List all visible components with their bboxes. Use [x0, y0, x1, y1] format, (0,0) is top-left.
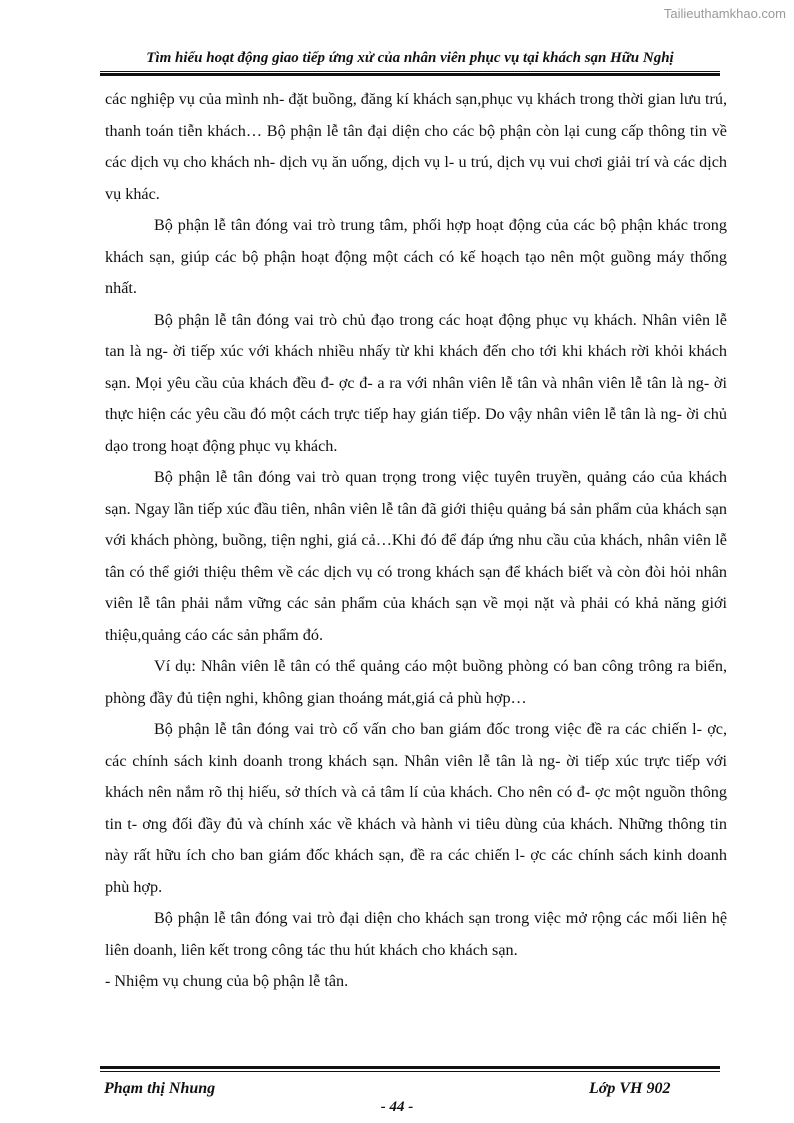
- paragraph: Bộ phận lễ tân đóng vai trò quan trọng trong việc tuyên truyền, quảng cáo của khách sạn. Ngay lần tiếp xúc đầu tiên, nhân viên lễ tân đã giới thiệu quảng bá sản phẩm của khách sạn với khách phòng, buồng, tiện nghi, giá cả…Khi đó để đáp ứng nhu cầu của khách, nhân viên lễ tân có thể giới thiệu thêm về các dịch vụ có trong khách sạn để khách biết và còn đòi hỏi nhân viên lễ tân phải nắm vững các sản phẩm của khách sạn về mọi nặt và phải có khả năng giới thiệu,quảng cáo các sản phẩm đó.: [105, 468, 727, 644]
- paragraph: Bộ phận lễ tân đóng vai trò đại diện cho khách sạn trong việc mở rộng các mối liên hệ liên doanh, liên kết trong công tác thu hút khách cho khách sạn.: [105, 909, 727, 959]
- paragraph: - Nhiệm vụ chung của bộ phận lễ tân.: [105, 972, 349, 990]
- paragraph: các nghiệp vụ của mình nh- đặt buồng, đăng kí khách sạn,phục vụ khách trong thời gian lưu trú, thanh toán tiễn khách… Bộ phận lễ tân đại diện cho các bộ phận còn lại cung cấp thông tin về các dịch vụ cho khách nh- dịch vụ ăn uống, dịch vụ l- u trú, dịch vụ vui chơi giải trí và các dịch vụ khác.: [105, 90, 727, 203]
- header-rule-thin: [100, 71, 720, 72]
- paragraph: Bộ phận lễ tân đóng vai trò chủ đạo trong các hoạt động phục vụ khách. Nhân viên lễ tan là ng- ời tiếp xúc với khách nhiều nhấy từ khi khách đến cho tới khi khách rời khỏi khách sạn. Mọi yêu cầu của khách đều đ- ợc đ- a ra với nhân viên lễ tân và nhân viên lễ tân là ng- ời thực hiện các yêu cầu đó một cách trực tiếp hay gián tiếp. Do vậy nhân viên lễ tân là ng- ời chủ dạo trong hoạt động phục vụ khách.: [105, 310, 727, 455]
- header-rule-thick: [100, 73, 720, 76]
- body-text: [105, 84, 727, 998]
- paragraph: Bộ phận lễ tân đóng vai trò cố vấn cho ban giám đốc trong việc đề ra các chiến l- ợc, các chính sách kinh doanh trong khách sạn. Nhân viên lễ tân là ng- ời tiếp xúc trực tiếp với khách nên nắm rõ thị hiếu, sở thích và cả tâm lí của khách. Cho nên có đ- ợc một nguồn thông tin t- ơng đối đầy đủ và chính xác về khách và hành vi tiêu dùng của khách. Những thông tin này rất hữu ích cho ban giám đốc khách sạn, đề ra các chiến l- ợc các chính sách kinh doanh phù hợp.: [105, 720, 727, 896]
- running-header-title: Tìm hiểu hoạt động giao tiếp ứng xử của nhân viên phục vụ tại khách sạn Hữu Nghị: [146, 50, 674, 66]
- page-number: - 44 -: [380, 1099, 414, 1115]
- footer-author: Phạm thị Nhung: [104, 1080, 216, 1097]
- paragraph: Bộ phận lễ tân đóng vai trò trung tâm, phối hợp hoạt động của các bộ phận khác trong khách sạn, giúp các bộ phận hoạt động một cách có kế hoạch tạo nên một guồng máy thống nhất.: [105, 216, 727, 297]
- footer-rule-thin: [100, 1071, 720, 1072]
- footer-class-label: Lớp VH 902: [589, 1080, 671, 1097]
- footer-rule-thick: [100, 1066, 720, 1069]
- paragraph: Ví dụ: Nhân viên lễ tân có thể quảng cáo một buồng phòng có ban công trông ra biển, phòng đầy đủ tiện nghi, không gian thoáng mát,giá cả phù hợp…: [105, 657, 727, 707]
- watermark-text: Tailieuthamkhao.com: [663, 6, 786, 21]
